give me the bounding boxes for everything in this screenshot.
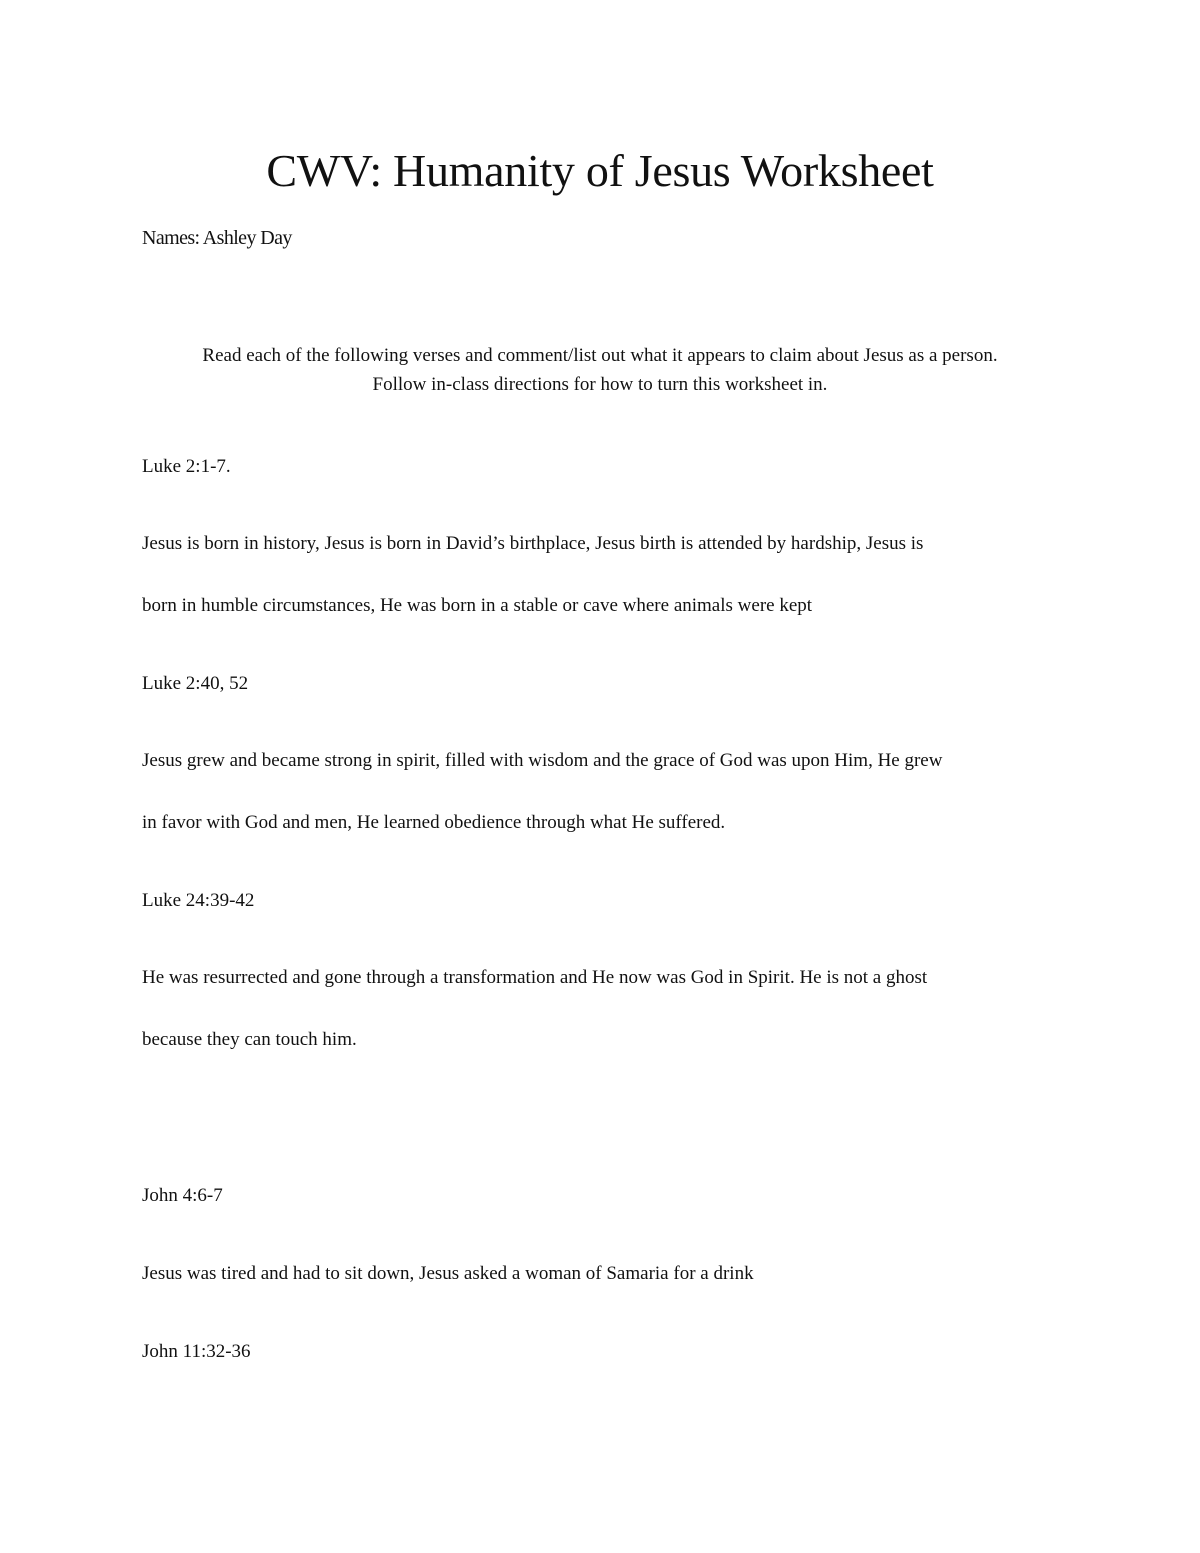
answer-luke-2-40-52-line-1: Jesus grew and became strong in spirit, filled with wisdom and the grace of God was upon Him, He grew (142, 750, 943, 771)
answer-john-4-6-7-line-1: Jesus was tired and had to sit down, Jesus asked a woman of Samaria for a drink (142, 1263, 754, 1284)
verse-reference-luke-2-1-7: Luke 2:1-7. (142, 456, 231, 477)
names-line: Names: Ashley Day (142, 227, 292, 249)
instructions-line-1: Read each of the following verses and comment/list out what it appears to claim about Jesus as a person. (202, 345, 998, 366)
answer-luke-24-39-42-line-2: because they can touch him. (142, 1029, 357, 1050)
verse-reference-john-4-6-7: John 4:6-7 (142, 1185, 223, 1206)
worksheet-title: CWV: Humanity of Jesus Worksheet (266, 145, 934, 196)
answer-luke-2-1-7-line-2: born in humble circumstances, He was born in a stable or cave where animals were kept (142, 595, 813, 616)
answer-luke-24-39-42-line-1: He was resurrected and gone through a transformation and He now was God in Spirit. He is not a ghost (142, 967, 928, 988)
answer-luke-2-1-7-line-1: Jesus is born in history, Jesus is born in David’s birthplace, Jesus birth is attended by hardship, Jesus is (142, 533, 924, 554)
instructions (0, 341, 1200, 399)
verse-reference-luke-24-39-42: Luke 24:39-42 (142, 890, 255, 911)
verse-reference-john-11-32-36: John 11:32-36 (142, 1341, 251, 1362)
verse-reference-luke-2-40-52: Luke 2:40, 52 (142, 673, 249, 694)
answer-luke-2-40-52-line-2: in favor with God and men, He learned obedience through what He suffered. (142, 812, 726, 833)
instructions-line-2: Follow in-class directions for how to turn this worksheet in. (372, 374, 828, 395)
